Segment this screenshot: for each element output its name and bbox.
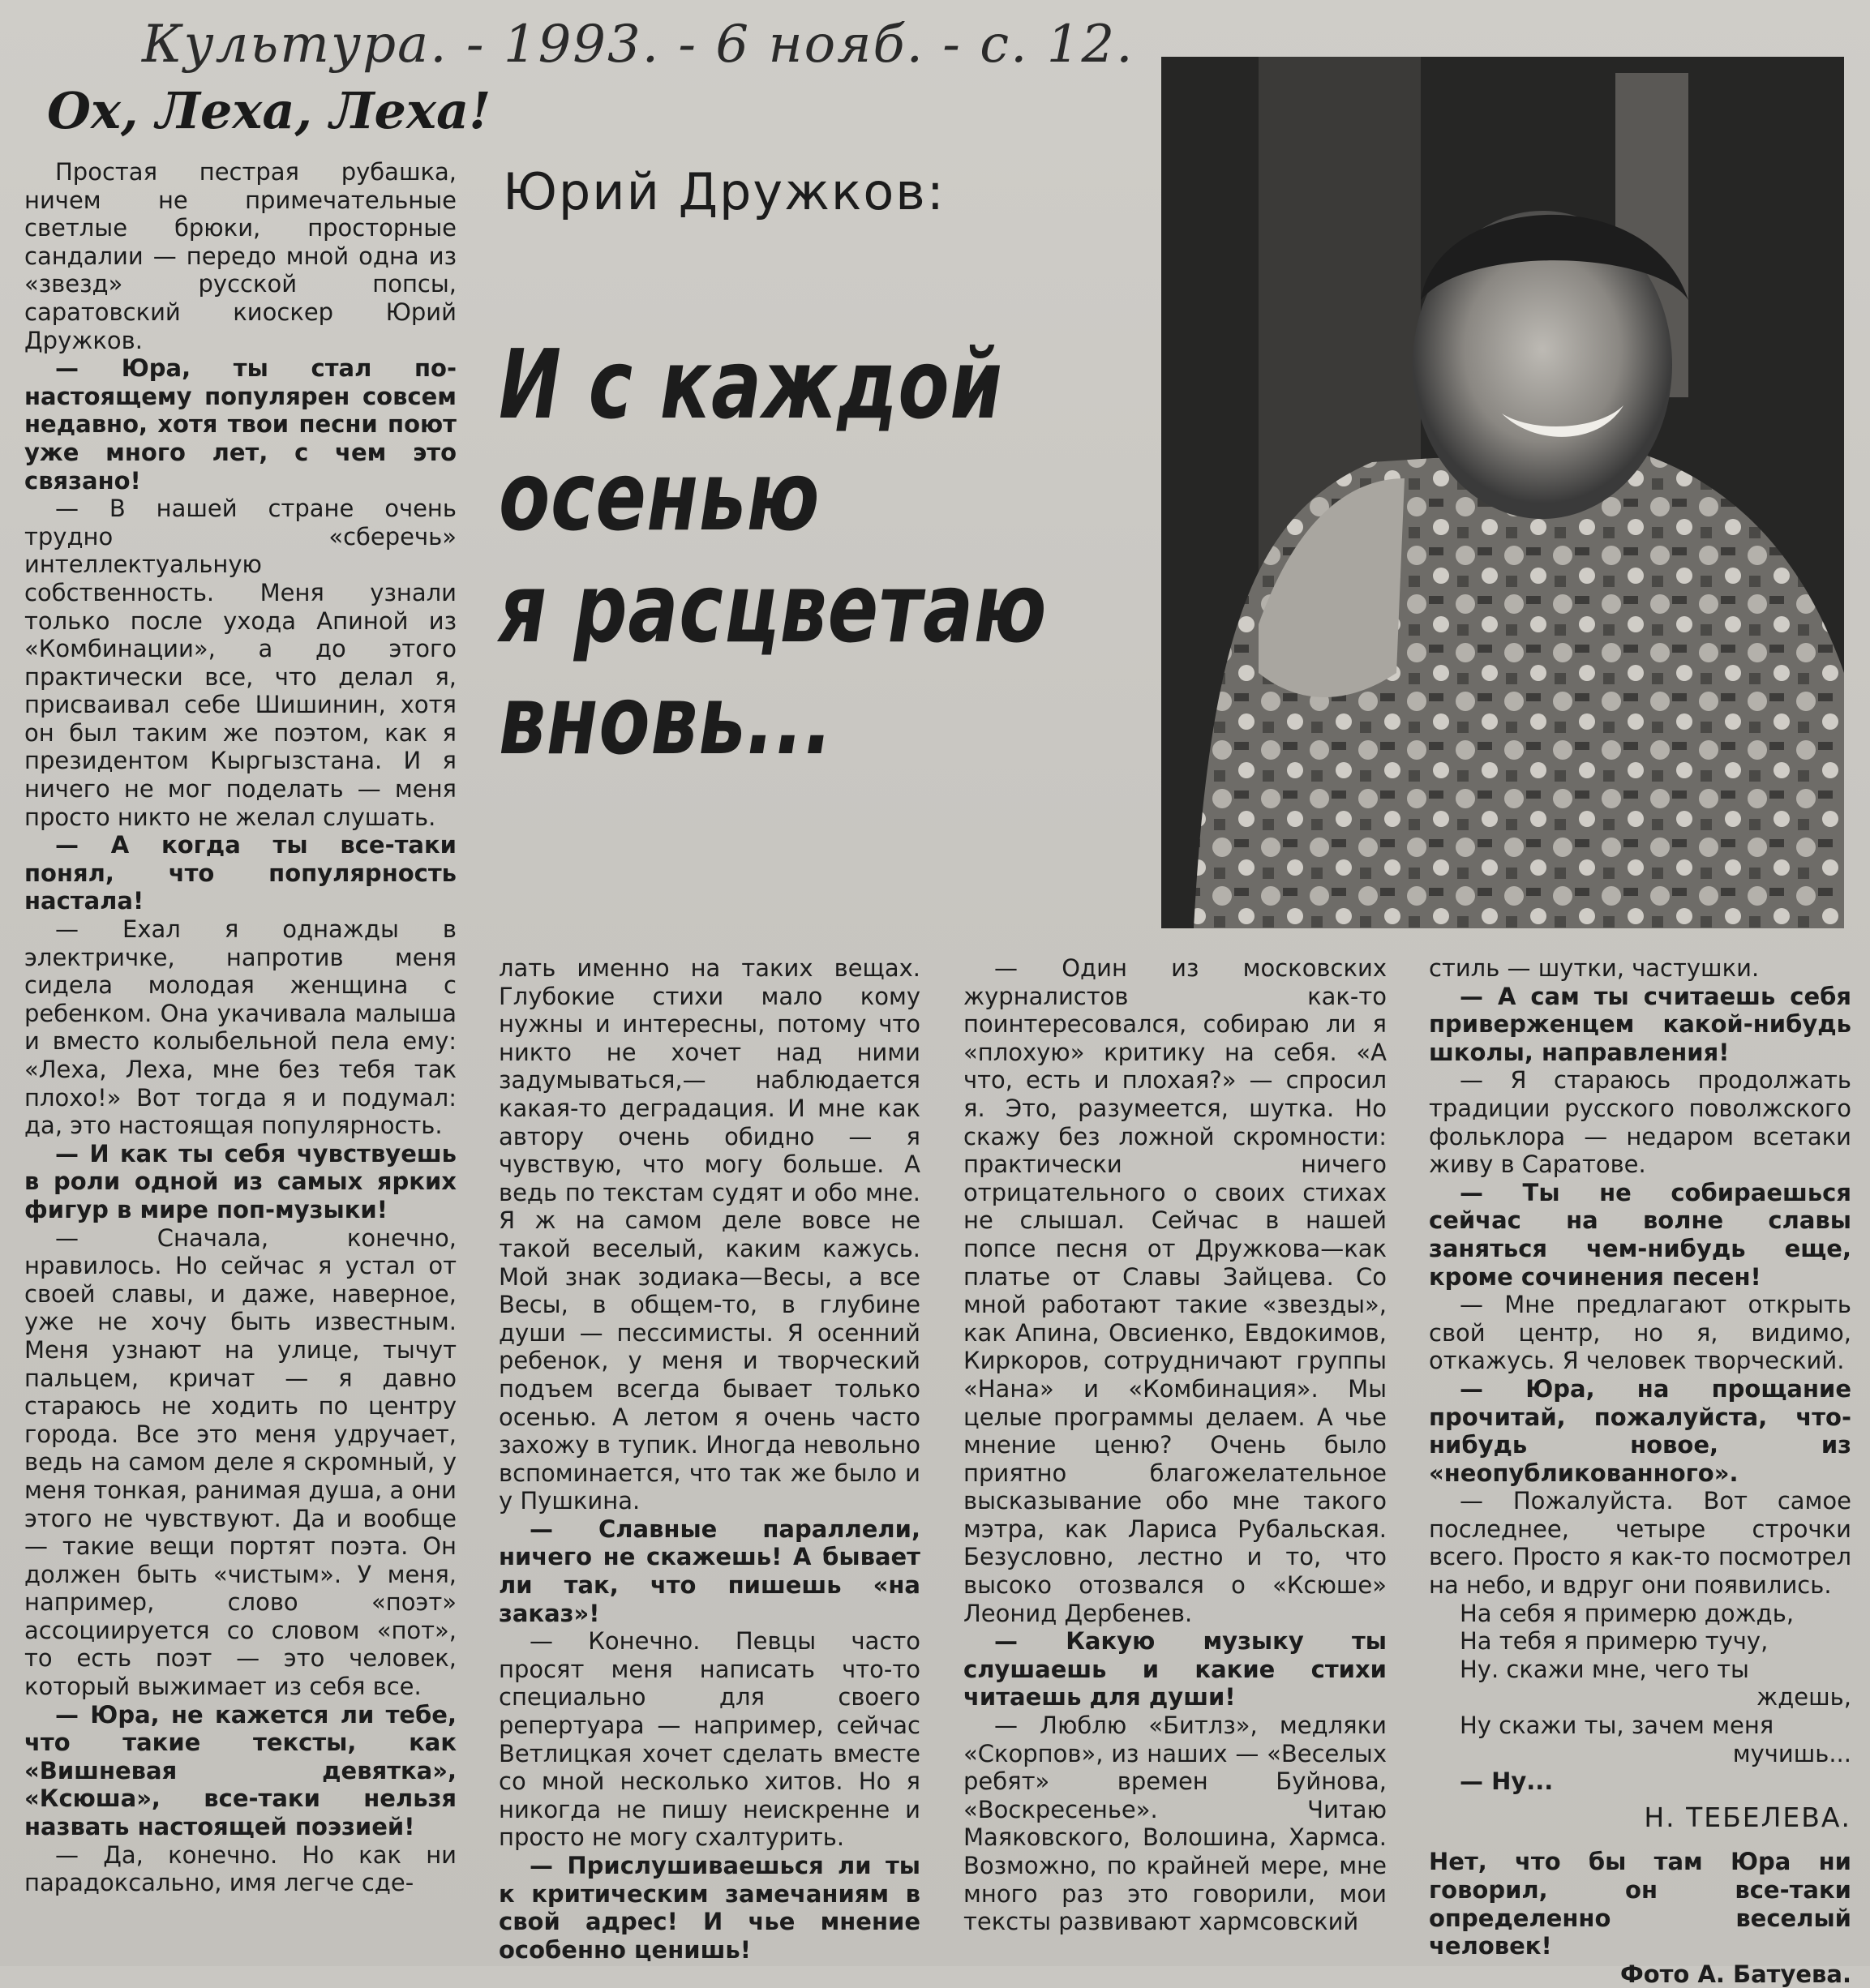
paragraph: — Сначала, конечно, нравилось. Но сейчас я устал от своей славы, и даже, наверное, уже не хочу быть известным. Меня узнают на улице, тычут пальцем, кричат — я давно стараюсь не ходить по центру города. Все это меня удручает, ведь на самом деле я скромный, у меня тонкая, ранимая душа, а они этого не чувствуют. Да и вообще — такие вещи портят поэта. Он должен быть «чистым». У меня, например, слово «поэт» ассоциируется со словом «пот», то есть поэт — это человек, который выжимает из себя все.: [24, 1223, 457, 1701]
interview-question: — И как ты себя чувствуешь в роли одной из самых ярких фигур в мире поп-музыки!: [24, 1139, 457, 1223]
paragraph: — Ехал я однажды в электричке, напротив меня сидела молодая женщина с ребенком. Она укачивала малыша и вместо колыбельной пела ему: «Леха, Леха, мне без тебя так плохо!» Вот тогда я и подумал: да, это настоящая популярность.: [24, 915, 457, 1140]
photo-caption: Нет, что бы там Юра ни говорил, он все-таки определенно веселый человек!: [1429, 1848, 1851, 1960]
interview-question: — Ты не собираешься сейчас на волне славы заняться чем-нибудь еще, кроме сочинения песен!: [1429, 1178, 1851, 1291]
headline-line: И с каждой: [499, 328, 1003, 440]
paragraph: — В нашей стране очень трудно «сберечь» интеллектуальную собственность. Меня узнали только после ухода Апиной из «Комбинации», а до этого практически все, что делал я, присваивал себе Шишинин, хотя он был таким же поэтом, как я президентом Кыргызстана. И я ничего не мог поделать — меня просто никто не желал слушать.: [24, 495, 457, 831]
paragraph: стиль — шутки, частушки.: [1429, 954, 1760, 982]
poem-line: Ну скажи ты, зачем меня: [1460, 1712, 1774, 1740]
paragraph: — Да, конечно. Но как ни парадоксально, имя легче сде-: [24, 1840, 457, 1897]
paragraph: лать именно на таких вещах. Глубокие стихи мало кому нужны и интересны, потому что никто не хочет над ними задумываться,— наблюдается какая-то деградация. И мне как автору очень обидно — я чувствую, что могу больше. А ведь по текстам судят и обо мне. Я ж на самом деле вовсе не такой веселый, каким кажусь. Мой знак зодиака—Весы, а все Весы, в общем-то, в глубине души — пессимисты. Я осенний ребенок, у меня и творческий подъем всегда бывает только осенью. А летом я очень часто захожу в тупик. Иногда невольно вспоминается, что так же было и у Пушкина.: [499, 954, 920, 1515]
interview-question: — А сам ты считаешь себя приверженцем какой-нибудь школы, направления!: [1429, 982, 1851, 1066]
paragraph: — Люблю «Битлз», медляки «Скорпов», из наших — «Веселых ребят» времен Буйнова, «Воскресенье». Читаю Маяковского, Волошина, Хармса. Возможно, по крайней мере, мне много раз это говорили, мои тексты развивают хармсовский: [963, 1712, 1387, 1936]
interview-question: — А когда ты все-таки понял, что популярность настала!: [24, 831, 457, 915]
article-headline: [499, 328, 1048, 776]
closing-remark: — Ну...: [1460, 1767, 1554, 1796]
interview-question: — Юра, ты стал по-настоящему популярен совсем недавно, хотя твои песни поют уже много лет, с чем это связано!: [24, 354, 457, 495]
handwritten-source-note: Культура. - 1993. - 6 нояб. - с. 12.: [142, 15, 1134, 75]
headline-line: я расцветаю: [499, 552, 1048, 664]
poem-line: ждешь,: [1756, 1683, 1851, 1712]
article-byline: Юрий Дружков:: [503, 162, 946, 221]
interview-question: — Какую музыку ты слушаешь и какие стихи читаешь для души!: [963, 1627, 1387, 1712]
paragraph: — Конечно. Певцы часто просят меня написать что-то специально для своего репертуара — например, сейчас Ветлицкая хочет сделать вместе со мной несколько хитов. Но я никогда не пишу неискренне и просто не могу схалтурить.: [499, 1627, 920, 1852]
interview-question: — Славные параллели, ничего не скажешь! А бывает ли так, что пишешь «на заказ»!: [499, 1515, 920, 1627]
paragraph: — Один из московских журналистов как-то поинтересовался, собираю ли я «плохую» критику на себя. «А что, есть и плохая?» — спросил я. Это, разумеется, шутка. Но скажу без ложной скромности: практически ничего отрицательного о своих стихах не слышал. Сейчас в нашей попсе песня от Дружкова—как платье от Славы Зайцева. Со мной работают такие «звезды», как Апина, Овсиенко, Евдокимов, Киркоров, сотрудничают группы «Нана» и «Комбинация». Мы целые программы делаем. А чье мнение ценю? Очень было приятно благожелательное высказывание обо мне такого мэтра, как Лариса Рубальская. Безусловно, лестно и то, что высоко отозвался о «Ксюше» Леонид Дербенев.: [963, 954, 1387, 1627]
portrait-photo: [1161, 57, 1844, 928]
headline-line: вновь...: [499, 664, 834, 776]
paragraph: — Мне предлагают открыть свой центр, но я, видимо, откажусь. Я человек творческий.: [1429, 1291, 1851, 1375]
paragraph: Простая пестрая рубашка, ничем не примечательные светлые брюки, просторные сандалии — передо мной одна из «звезд» русской попсы, саратовский киоскер Юрий Дружков.: [24, 158, 457, 354]
interview-question: — Прислушиваешься ли ты к критическим замечаниям в свой адрес! И чье мнение особенно ценишь!: [499, 1852, 920, 1964]
poem-line: Ну. скажи мне, чего ты: [1460, 1655, 1749, 1683]
photo-credit: Фото А. Батуева.: [1619, 1960, 1851, 1988]
article-column-3: [963, 954, 1387, 1936]
headline-line: осенью: [499, 440, 821, 552]
paragraph: — Пожалуйста. Вот самое последнее, четыре строчки всего. Просто я как-то посмотрел на небо, и вдруг они появились.: [1429, 1487, 1851, 1600]
paragraph: — Я стараюсь продолжать традиции русского поволжского фольклора — недаром всетаки живу в Саратове.: [1429, 1066, 1851, 1179]
author-signature: Н. ТЕБЕЛЕВА.: [1644, 1801, 1851, 1833]
poem-line: На себя я примерю дождь,: [1460, 1599, 1795, 1627]
rubric-title: Ох, Леха, Леха!: [47, 81, 491, 140]
article-column-4: [1429, 954, 1851, 1988]
poem-line: На тебя я примерю тучу,: [1460, 1627, 1769, 1656]
poem-line: мучишь...: [1732, 1739, 1851, 1767]
article-column-2: [499, 954, 920, 1964]
interview-question: — Юра, не кажется ли тебе, что такие тексты, как «Вишневая девятка», «Ксюша», все-таки нельзя назвать настоящей поэзией!: [24, 1700, 457, 1841]
article-column-1: [24, 158, 457, 1897]
interview-question: — Юра, на прощание прочитай, пожалуйста, что-нибудь новое, из «неопубликованного».: [1429, 1374, 1851, 1487]
